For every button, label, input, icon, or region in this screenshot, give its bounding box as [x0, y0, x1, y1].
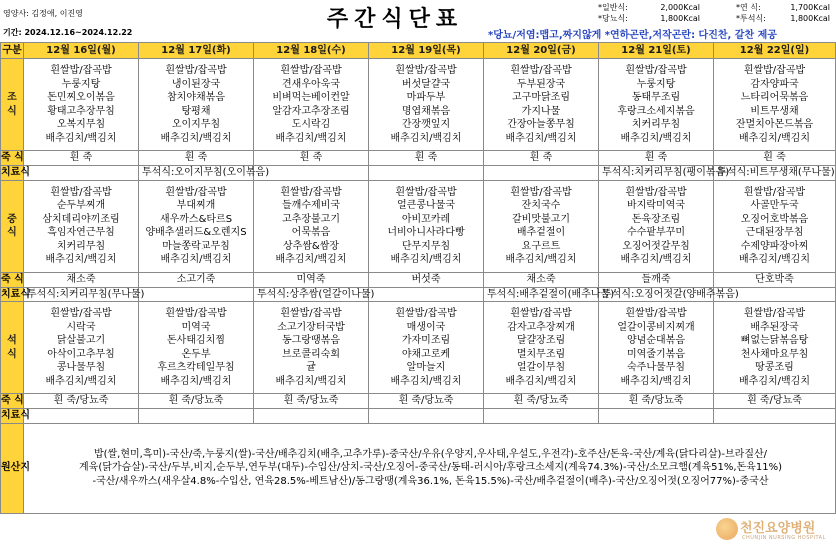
dish-item: 요구르트	[521, 240, 561, 252]
dish-item: 배추김치/백김치	[160, 375, 232, 387]
dish-item: 느타리어묵볶음	[740, 92, 809, 103]
dish-item: 아비꼬카레	[401, 213, 451, 225]
dish-item: 배추된장국	[750, 321, 799, 333]
lunch-row	[1, 180, 836, 272]
dish-item: 간장깻잎지	[401, 119, 451, 130]
dish-item: 잔치국수	[521, 200, 561, 211]
dish-item: 도시락김	[291, 119, 331, 130]
logo-subtitle: CHUNJIN NURSING HOSPITAL	[742, 535, 826, 541]
dish-item: 갈비맛불고기	[512, 213, 570, 225]
dish-item: 냉이된장국	[171, 78, 221, 90]
porridge-cell: 소고기죽	[139, 272, 254, 287]
lunch-cell	[139, 180, 254, 272]
porridge-cell: 흰 죽	[599, 151, 714, 166]
therapy-diet-cell	[254, 409, 369, 424]
dish-item: 배추김치/백김치	[620, 375, 692, 387]
lunch_snack-row	[1, 287, 836, 302]
therapy-diet-cell	[714, 409, 836, 424]
dish-item: 단무지무침	[401, 240, 451, 252]
dish-item: 미역줄기볶음	[627, 348, 685, 360]
dinner-cell	[139, 302, 254, 394]
dish-item: 비트무생채	[750, 105, 799, 117]
dish-item: 감자고추장찌개	[507, 321, 575, 333]
meal-label-char: 식	[7, 227, 17, 238]
dish-item: 흰쌀밥/잡곡밥	[395, 186, 457, 198]
dish-item: 후랑크소세지볶음	[617, 105, 695, 117]
dish-item: 흰쌀밥/잡곡밥	[743, 308, 806, 319]
lunch-cell	[599, 180, 714, 272]
day-header: 12월 22일(일)	[714, 43, 836, 59]
dish-item: 배추김치/백김치	[45, 132, 117, 144]
breakfast-cell	[254, 59, 369, 151]
porridge-label	[1, 394, 24, 409]
dish-item: 미역국	[181, 321, 211, 333]
dish-item: 배추김치/백김치	[620, 132, 692, 144]
lunch-label	[1, 180, 24, 272]
porridge-cell: 흰 죽/당뇨죽	[369, 394, 484, 409]
dish-item: 오징어젓갈무침	[622, 240, 690, 252]
dish-item: 후르츠칵테일무침	[157, 362, 235, 373]
dish-item: 탕평채	[181, 105, 211, 117]
porridge-cell: 흰 죽/당뇨죽	[139, 394, 254, 409]
porridge-cell: 흰 죽	[484, 151, 599, 166]
porridge-cell: 흰 죽/당뇨죽	[599, 394, 714, 409]
dish-item: 흰쌀밥/잡곡밥	[625, 65, 687, 76]
meal-label-char: 식	[7, 348, 17, 360]
dinner-row	[1, 302, 836, 394]
dish-item: 치커리무침	[631, 119, 681, 130]
dish-item: 천사채마요무침	[740, 348, 809, 360]
dish-item: 순두부찌개	[56, 200, 106, 211]
day-header: 12월 17일(화)	[139, 43, 254, 59]
dish-item: 흰쌀밥/잡곡밥	[50, 186, 112, 198]
dish-item: 감자양파국	[750, 78, 799, 90]
meal-label-char: 조	[7, 92, 17, 103]
dish-item: 간장아늘쫑무침	[507, 119, 575, 130]
dish-item: 흰쌀밥/잡곡밥	[395, 308, 457, 319]
dish-item: 배추김치/백김치	[620, 254, 692, 265]
porridge-cell: 흰 죽	[369, 151, 484, 166]
dish-item: 귤	[306, 362, 316, 373]
therapy-diet-cell: 투석식:배추겉절이(배추나물)	[484, 287, 599, 302]
dish-item: 가지나물	[521, 105, 561, 117]
dish-item: 얼갈이무침	[516, 362, 566, 373]
day-header: 12월 19일(목)	[369, 43, 484, 59]
dish-item: 새우까스&타르S	[159, 213, 233, 225]
day-header: 12월 16일(월)	[24, 43, 139, 59]
dish-item: 동태무조림	[631, 92, 681, 103]
dish-item: 마늘쫑락교무침	[162, 240, 230, 252]
dish-item: 오징어호박볶음	[740, 213, 809, 225]
breakfast-cell	[139, 59, 254, 151]
porridge-cell: 들깨죽	[599, 272, 714, 287]
calorie-label: *일반식:	[598, 3, 628, 12]
dish-item: 흰쌀밥/잡곡밥	[625, 308, 687, 319]
porridge-cell: 미역죽	[254, 272, 369, 287]
dish-item: 야채고로케	[401, 348, 451, 360]
porridge-cell: 흰 죽	[714, 151, 836, 166]
therapy-diet-cell	[254, 166, 369, 181]
calorie-info-right	[736, 2, 830, 24]
calorie-label: *당뇨식:	[598, 14, 628, 23]
dish-item: 황태고추장무침	[47, 105, 115, 117]
porridge-label-text: 죽 식	[1, 152, 24, 164]
dish-item: 어묵볶음	[291, 227, 331, 238]
dish-item: 배추김치/백김치	[739, 375, 810, 387]
dish-item: 아삭이고추무침	[47, 348, 115, 360]
corner-label: 구분	[1, 43, 24, 59]
calorie-value: 1,800Kcal	[660, 14, 700, 23]
dish-item: 달걀장조림	[516, 335, 566, 346]
dish-item: 흰쌀밥/잡곡밥	[165, 65, 227, 76]
dish-item: 동그랑땡볶음	[282, 335, 340, 346]
breakfast_snack-row	[1, 166, 836, 181]
dinner-cell	[254, 302, 369, 394]
porridge-label	[1, 151, 24, 166]
breakfast_porridge-row	[1, 151, 836, 166]
therapy-diet-cell	[484, 409, 599, 424]
dish-item: 배추김치/백김치	[505, 254, 577, 265]
dish-item: 들깨수제비국	[282, 200, 340, 211]
dish-item: 배추김치/백김치	[390, 254, 462, 265]
breakfast-row	[1, 59, 836, 151]
calorie-value: 1,700Kcal	[790, 3, 830, 12]
dish-item: 흰쌀밥/잡곡밥	[50, 308, 112, 319]
dinner-cell	[369, 302, 484, 394]
dish-item: 흰쌀밥/잡곡밥	[510, 186, 572, 198]
dish-item: 콩나물무침	[56, 362, 106, 373]
origin-line: 밥(쌀,현미,흑미)-국산/죽,누룽지(쌀)-국산/배추김치(배추,고추가루)-중국산/우유(우양지,우사태,우설도,우전각)-호주산/돈육-국산/계육(닭다리살)-브라질산/	[93, 448, 768, 460]
dinner_snack-row	[1, 409, 836, 424]
dish-item: 알마늘지	[406, 362, 446, 373]
dish-item: 누룽지탕	[636, 78, 676, 90]
therapy-diet-cell	[139, 287, 254, 302]
dish-item: 뼈없는닭볶음탕	[740, 335, 809, 346]
dish-item: 흰쌀밥/잡곡밥	[625, 186, 687, 198]
dish-item: 고구마닭조림	[512, 92, 570, 103]
dish-item: 매생이국	[406, 321, 446, 333]
porridge-cell: 흰 죽/당뇨죽	[714, 394, 836, 409]
calorie-label: *연 식:	[736, 3, 761, 12]
lunch-cell	[369, 180, 484, 272]
dish-item: 잔멸치아몬드볶음	[735, 119, 814, 130]
therapy-diet-label	[1, 166, 30, 181]
dish-item: 치커리무침	[56, 240, 106, 252]
porridge-cell: 단호박죽	[714, 272, 836, 287]
logo-name: 천진요양병원	[740, 521, 816, 536]
dish-item: 흰쌀밥/잡곡밥	[743, 65, 806, 76]
dish-item: 흰쌀밥/잡곡밥	[743, 186, 806, 198]
dish-item: 배추김치/백김치	[275, 375, 347, 387]
lunch_porridge-row	[1, 272, 836, 287]
lunch-cell	[254, 180, 369, 272]
weekly-menu-table	[0, 42, 836, 514]
dish-item: 멸치무조림	[516, 348, 566, 360]
dish-item: 배추김치/백김치	[45, 254, 117, 265]
day-header: 12월 20일(금)	[484, 43, 599, 59]
lunch-cell	[484, 180, 599, 272]
therapy-diet-label	[1, 287, 30, 302]
dish-item: 양배추샐러드&오렌지S	[145, 227, 247, 238]
dish-item: 배추김치/백김치	[160, 254, 232, 265]
dish-item: 알감자고추장조림	[272, 105, 350, 117]
dish-item: 바지락미역국	[627, 200, 685, 211]
porridge-cell: 채소죽	[24, 272, 139, 287]
porridge-label-text: 죽 식	[1, 273, 24, 285]
dish-item: 명엽채볶음	[401, 105, 451, 117]
dish-item: 부대찌개	[176, 200, 216, 211]
dish-item: 배추겉절이	[516, 227, 566, 238]
dish-item: 돈사태김치찜	[167, 335, 225, 346]
dish-item: 흰쌀밥/잡곡밥	[280, 308, 342, 319]
meal-label-char: 중	[7, 213, 17, 225]
dish-item: 참치야채볶음	[167, 92, 225, 103]
origin-label-text: 원산지	[1, 462, 30, 474]
porridge-cell: 흰 죽	[24, 151, 139, 166]
porridge-cell: 흰 죽/당뇨죽	[254, 394, 369, 409]
therapy-diet-label-text: 치료식	[1, 288, 30, 300]
therapy-diet-cell	[599, 409, 714, 424]
dish-item: 배추김치/백김치	[505, 132, 577, 144]
dish-item: 배추김치/백김치	[45, 375, 117, 387]
therapy-diet-cell	[139, 409, 254, 424]
dish-item: 수수팥부꾸미	[627, 227, 685, 238]
dish-item: 배추김치/백김치	[739, 254, 810, 265]
dish-item: 근대된장무침	[745, 227, 804, 238]
dish-item: 흰쌀밥/잡곡밥	[280, 65, 342, 76]
page-title: 주간식단표	[326, 7, 464, 32]
therapy-diet-label-text: 치료식	[1, 167, 30, 178]
dish-item: 마파두부	[406, 92, 446, 103]
therapy-diet-cell	[24, 409, 139, 424]
origin-row	[1, 423, 836, 513]
porridge-label-text: 죽 식	[1, 395, 24, 407]
day-header-row	[1, 43, 836, 59]
meal-label-char: 석	[7, 335, 17, 346]
dish-item: 흰쌀밥/잡곡밥	[50, 65, 112, 76]
porridge-cell: 흰 죽	[254, 151, 369, 166]
therapy-diet-cell: 투석식:오이지무침(오이볶음)	[139, 166, 254, 181]
breakfast-cell	[599, 59, 714, 151]
dish-item: 흰쌀밥/잡곡밥	[510, 308, 572, 319]
breakfast-cell	[369, 59, 484, 151]
dish-item: 얼큰콩나물국	[397, 200, 455, 211]
porridge-cell: 흰 죽	[139, 151, 254, 166]
dish-item: 견새우아욱국	[282, 78, 340, 90]
therapy-diet-cell: 투석식:치커리무침(무나물)	[24, 287, 139, 302]
calorie-value: 2,000Kcal	[660, 3, 700, 12]
therapy-diet-cell	[369, 409, 484, 424]
dish-item: 삼치데리야끼조림	[42, 213, 120, 225]
therapy-diet-label	[1, 409, 30, 424]
therapy-diet-label-text: 치료식	[1, 410, 30, 421]
therapy-diet-cell	[484, 166, 599, 181]
dish-item: 흰쌀밥/잡곡밥	[510, 65, 572, 76]
day-header: 12월 21일(토)	[599, 43, 714, 59]
dish-item: 소고기장터국밥	[277, 321, 345, 333]
therapy-diet-cell: 투석식:오징어젓갈(양배추볶음)	[599, 287, 714, 302]
dish-item: 오복지무침	[56, 119, 106, 130]
page-header	[0, 0, 835, 42]
breakfast-label	[1, 59, 24, 151]
hospital-logo	[716, 516, 832, 546]
dish-item: 비벼먹는베이컨알	[272, 92, 350, 103]
breakfast-cell	[24, 59, 139, 151]
dish-item: 배추김치/백김치	[275, 254, 347, 265]
dish-item: 배추김치/백김치	[390, 375, 462, 387]
dish-item: 흑임자연근무침	[47, 227, 115, 238]
nutritionist-label: 영양사: 김정애, 이진영	[3, 9, 83, 18]
dish-item: 누룽지탕	[61, 78, 101, 90]
dish-item: 배추김치/백김치	[160, 132, 232, 144]
dish-item: 수제양파장아찌	[740, 240, 809, 252]
therapy-diet-cell: 투석식:상추쌈(얼갈이나물)	[254, 287, 369, 302]
dish-item: 흰쌀밥/잡곡밥	[280, 186, 342, 198]
dinner-cell	[599, 302, 714, 394]
dish-item: 사골만두국	[750, 200, 799, 211]
porridge-cell: 흰 죽/당뇨죽	[484, 394, 599, 409]
dish-item: 배추김치/백김치	[505, 375, 577, 387]
dish-item: 얼갈이콩비지찌개	[617, 321, 695, 333]
origin-label	[1, 423, 30, 513]
porridge-cell: 흰 죽/당뇨죽	[24, 394, 139, 409]
dish-item: 흰쌀밥/잡곡밥	[165, 308, 227, 319]
dish-item: 배추김치/백김치	[275, 132, 347, 144]
porridge-label	[1, 272, 24, 287]
dish-item: 고추장불고기	[282, 213, 340, 225]
dish-item: 흰쌀밥/잡곡밥	[165, 186, 227, 198]
dish-item: 돈민찌오이볶음	[47, 92, 115, 103]
dish-item: 가자미조림	[401, 335, 451, 346]
porridge-cell: 채소죽	[484, 272, 599, 287]
therapy-diet-cell	[24, 166, 139, 181]
therapy-diet-cell: 투석식:비트무생채(무나물)	[714, 166, 836, 181]
therapy-diet-cell	[369, 287, 484, 302]
meal-label-char: 식	[7, 105, 17, 117]
dinner-cell	[484, 302, 599, 394]
diet-note: *당뇨/저염:맵고,짜지않게 *연하곤란,저작곤란: 다진찬, 갈찬 제공	[488, 30, 777, 41]
dish-item: 너비아니사라다빵	[387, 227, 465, 238]
dish-item: 상추쌈&쌈장	[282, 240, 340, 252]
day-header: 12월 18일(수)	[254, 43, 369, 59]
therapy-diet-cell: 투석식:치커리무침(팽이볶음)	[599, 166, 714, 181]
dish-item: 버섯달걀국	[401, 78, 451, 90]
porridge-cell: 버섯죽	[369, 272, 484, 287]
breakfast-cell	[714, 59, 836, 151]
calorie-label: *투석식:	[736, 14, 766, 23]
dish-item: 돈육장조림	[631, 213, 681, 225]
logo-mark-icon	[716, 518, 738, 540]
dish-item: 땅콩조림	[755, 362, 794, 373]
calorie-info-left	[598, 2, 700, 24]
period-label: 기간: 2024.12.16~2024.12.22	[3, 28, 133, 37]
dish-item: 양념순대볶음	[627, 335, 685, 346]
calorie-value: 1,800Kcal	[790, 14, 830, 23]
lunch-cell	[24, 180, 139, 272]
dinner-cell	[714, 302, 836, 394]
origin-line: -국산/새우까스(새우살4.8%-수입산, 연육28.5%-베트남산)/동그랑땡(계육36.1%, 돈육15.5%)-국산/배추겉절이(배추)-국산/오징어젓(오징어77%)-중국산	[92, 475, 769, 487]
lunch-cell	[714, 180, 836, 272]
origin-line: 계육(닭가슴살)-국산/두부,비지,순두부,연두부(대두)-수입산/삼치-국산/오징어-중국산/동태-러시아/후랑크소세지(계육74.3%)-국산/소모크햄(계육51%,돈육11%)	[79, 462, 782, 474]
dish-item: 오이지무침	[171, 119, 221, 130]
dinner-cell	[24, 302, 139, 394]
dish-item: 숙주나물무침	[627, 362, 685, 373]
breakfast-cell	[484, 59, 599, 151]
dish-item: 두부된장국	[516, 78, 566, 90]
origin-info	[24, 423, 836, 513]
dish-item: 시락국	[66, 321, 96, 333]
dish-item: 닭살불고기	[56, 335, 106, 346]
dish-item: 배추김치/백김치	[739, 132, 810, 144]
dish-item: 온두부	[181, 348, 211, 360]
dish-item: 배추김치/백김치	[390, 132, 462, 144]
dish-item: 흰쌀밥/잡곡밥	[395, 65, 457, 76]
dinner_porridge-row	[1, 394, 836, 409]
dish-item: 브로콜리숙회	[282, 348, 340, 360]
dinner-label	[1, 302, 24, 394]
therapy-diet-cell	[369, 166, 484, 181]
